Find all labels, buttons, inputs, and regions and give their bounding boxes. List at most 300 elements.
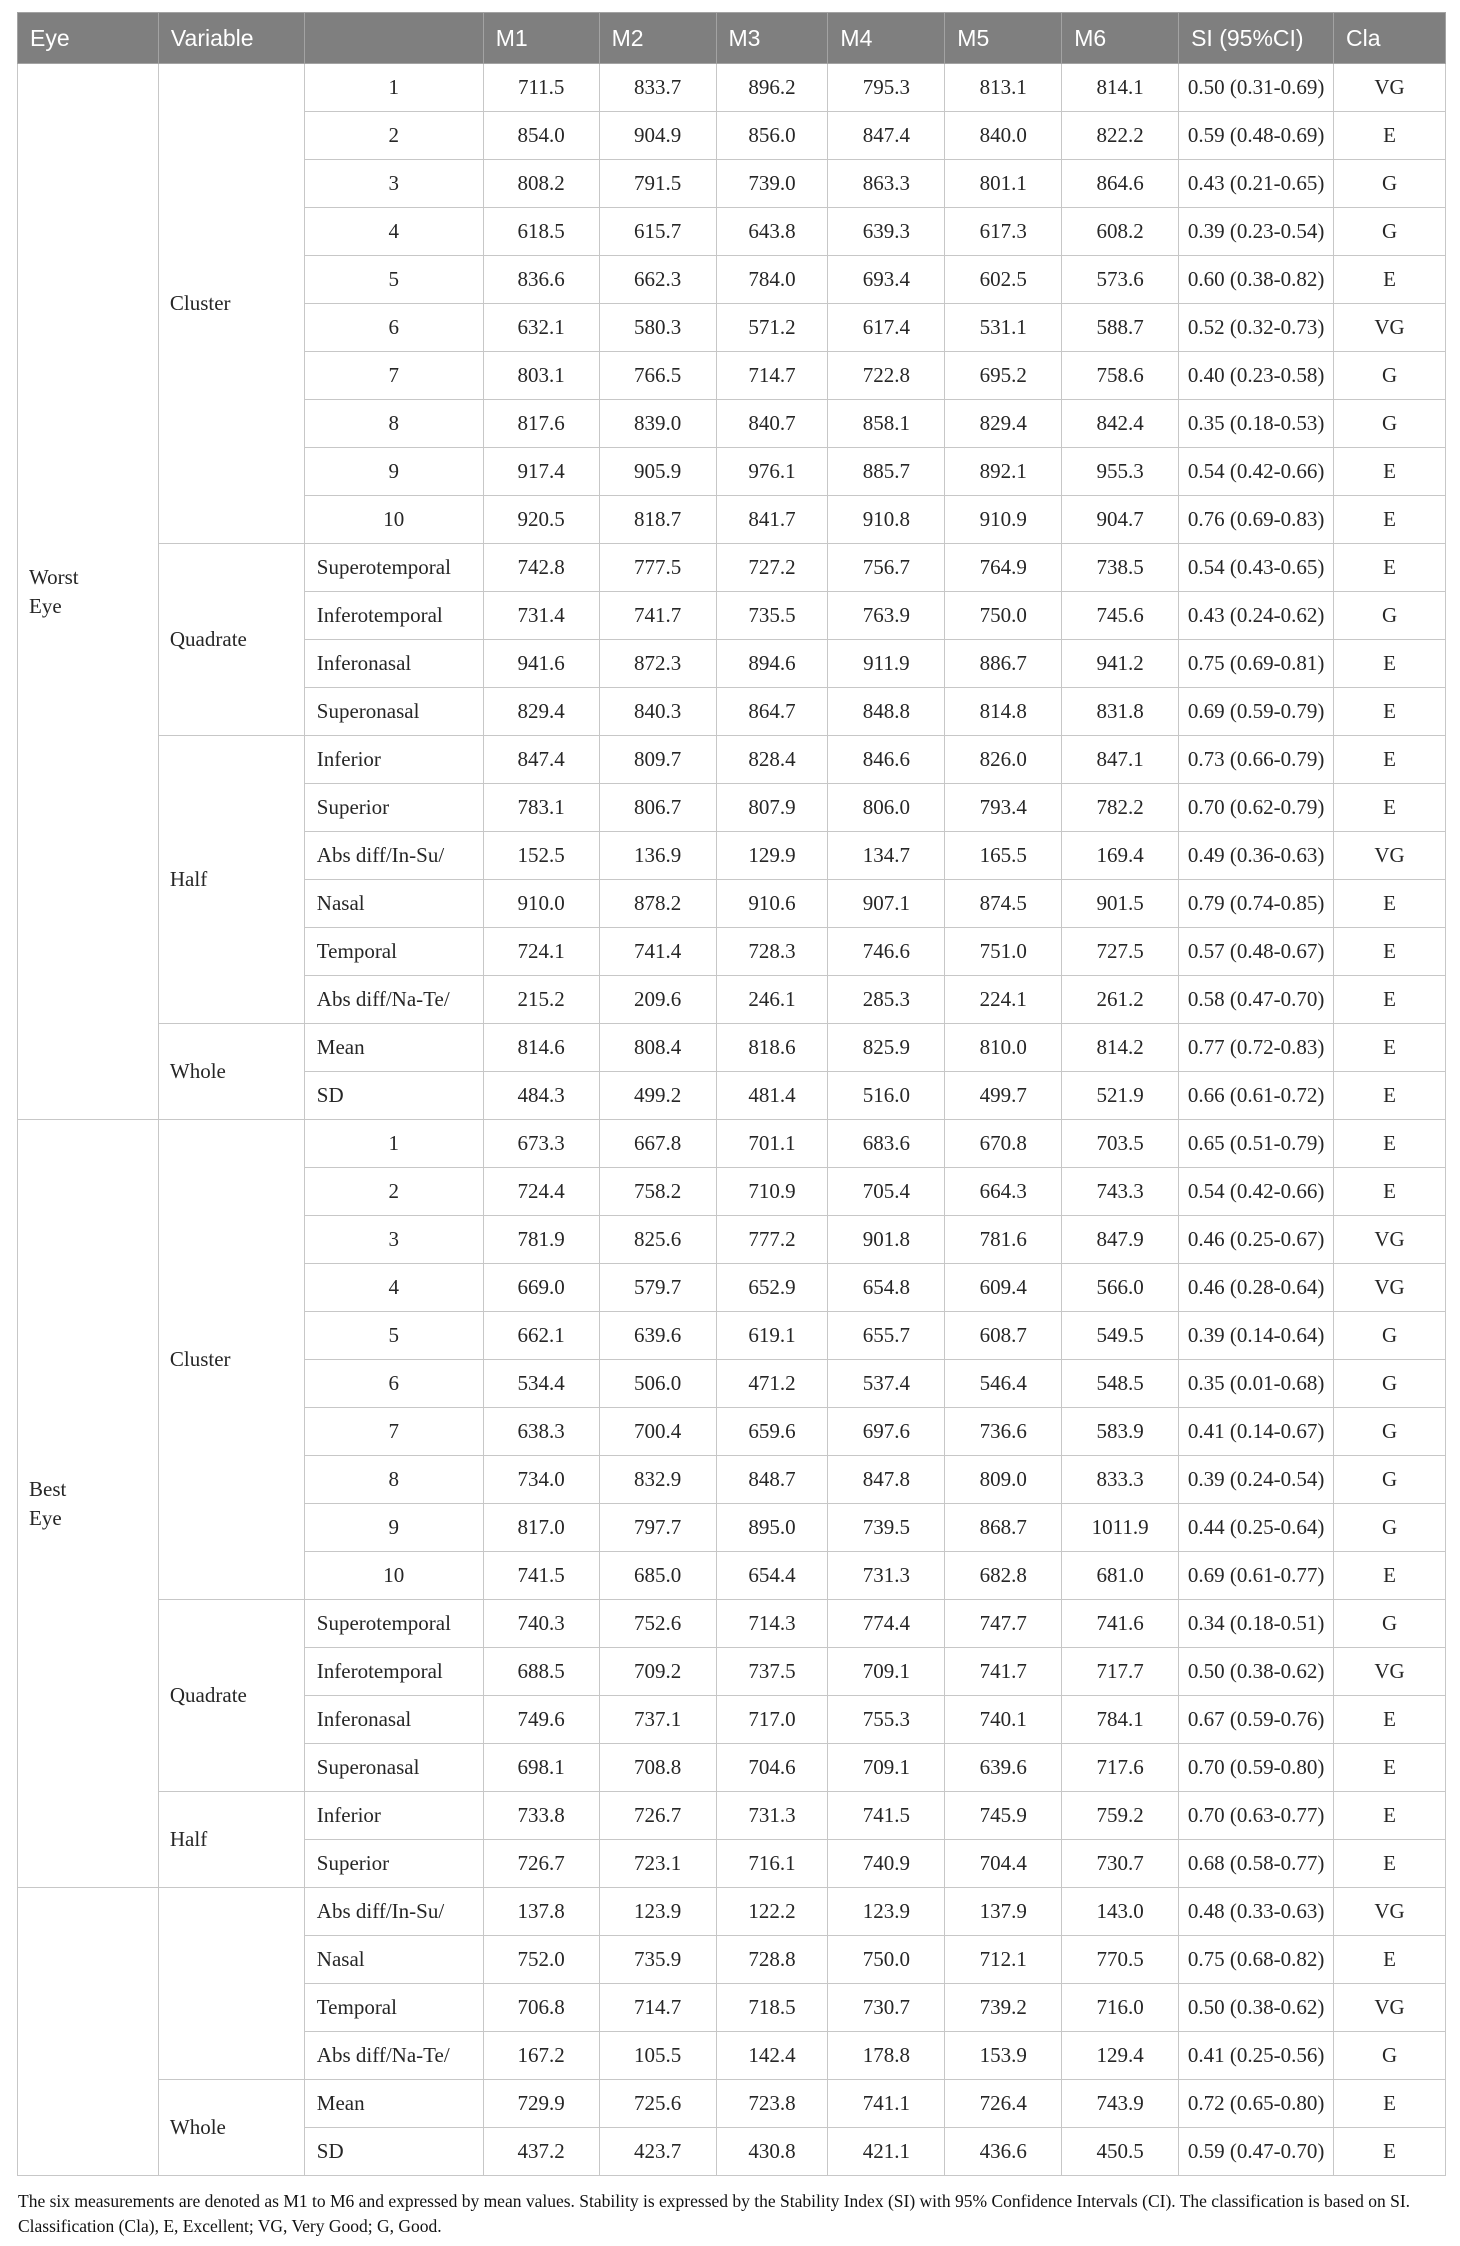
m6-value: 681.0 — [1062, 1552, 1179, 1600]
m2-value: 105.5 — [599, 2032, 716, 2080]
m4-value: 134.7 — [828, 832, 945, 880]
variable-label: Cluster — [158, 64, 304, 544]
m3-value: 728.8 — [716, 1936, 828, 1984]
cla-value: VG — [1334, 304, 1446, 352]
row-label: 9 — [304, 448, 483, 496]
si-value: 0.70 (0.59-0.80) — [1179, 1744, 1334, 1792]
column-header-m5: M5 — [945, 13, 1062, 64]
m2-value: 797.7 — [599, 1504, 716, 1552]
row-label: 3 — [304, 160, 483, 208]
m4-value: 709.1 — [828, 1744, 945, 1792]
si-value: 0.59 (0.48-0.69) — [1179, 112, 1334, 160]
m1-value: 669.0 — [483, 1264, 599, 1312]
m6-value: 143.0 — [1062, 1888, 1179, 1936]
table-row — [18, 1792, 1446, 1840]
row-label: 9 — [304, 1504, 483, 1552]
cla-value: E — [1334, 1120, 1446, 1168]
m5-value: 546.4 — [945, 1360, 1062, 1408]
m6-value: 261.2 — [1062, 976, 1179, 1024]
row-label: Inferotemporal — [304, 1648, 483, 1696]
m5-value: 153.9 — [945, 2032, 1062, 2080]
table-row — [18, 1024, 1446, 1072]
m5-value: 892.1 — [945, 448, 1062, 496]
m5-value: 764.9 — [945, 544, 1062, 592]
si-value: 0.59 (0.47-0.70) — [1179, 2128, 1334, 2176]
m1-value: 854.0 — [483, 112, 599, 160]
m1-value: 638.3 — [483, 1408, 599, 1456]
m5-value: 747.7 — [945, 1600, 1062, 1648]
m6-value: 743.9 — [1062, 2080, 1179, 2128]
m6-value: 941.2 — [1062, 640, 1179, 688]
cla-value: G — [1334, 2032, 1446, 2080]
si-value: 0.54 (0.43-0.65) — [1179, 544, 1334, 592]
m1-value: 740.3 — [483, 1600, 599, 1648]
m4-value: 858.1 — [828, 400, 945, 448]
cla-value: VG — [1334, 1264, 1446, 1312]
row-label: Abs diff/Na-Te/ — [304, 2032, 483, 2080]
row-label: Superonasal — [304, 1744, 483, 1792]
m4-value: 825.9 — [828, 1024, 945, 1072]
row-label: 4 — [304, 1264, 483, 1312]
m1-value: 726.7 — [483, 1840, 599, 1888]
row-label: 4 — [304, 208, 483, 256]
m3-value: 659.6 — [716, 1408, 828, 1456]
m5-value: 886.7 — [945, 640, 1062, 688]
m6-value: 814.2 — [1062, 1024, 1179, 1072]
m6-value: 549.5 — [1062, 1312, 1179, 1360]
m5-value: 165.5 — [945, 832, 1062, 880]
m4-value: 739.5 — [828, 1504, 945, 1552]
cla-value: E — [1334, 928, 1446, 976]
m1-value: 749.6 — [483, 1696, 599, 1744]
row-label: Superior — [304, 1840, 483, 1888]
m3-value: 701.1 — [716, 1120, 828, 1168]
si-value: 0.39 (0.14-0.64) — [1179, 1312, 1334, 1360]
m3-value: 828.4 — [716, 736, 828, 784]
m6-value: 738.5 — [1062, 544, 1179, 592]
si-value: 0.43 (0.24-0.62) — [1179, 592, 1334, 640]
m6-value: 904.7 — [1062, 496, 1179, 544]
m3-value: 895.0 — [716, 1504, 828, 1552]
cla-value: G — [1334, 592, 1446, 640]
m1-value: 920.5 — [483, 496, 599, 544]
cla-value: E — [1334, 256, 1446, 304]
row-label: 2 — [304, 1168, 483, 1216]
m2-value: 809.7 — [599, 736, 716, 784]
m4-value: 763.9 — [828, 592, 945, 640]
m5-value: 704.4 — [945, 1840, 1062, 1888]
cla-value: G — [1334, 1456, 1446, 1504]
m6-value: 727.5 — [1062, 928, 1179, 976]
m2-value: 580.3 — [599, 304, 716, 352]
m5-value: 695.2 — [945, 352, 1062, 400]
column-header-m3: M3 — [716, 13, 828, 64]
m2-value: 818.7 — [599, 496, 716, 544]
m5-value: 741.7 — [945, 1648, 1062, 1696]
column-header-sub-variable — [304, 13, 483, 64]
m2-value: 872.3 — [599, 640, 716, 688]
si-value: 0.41 (0.25-0.56) — [1179, 2032, 1334, 2080]
stability-table — [17, 12, 1446, 2176]
row-label: Inferotemporal — [304, 592, 483, 640]
m4-value: 740.9 — [828, 1840, 945, 1888]
m1-value: 803.1 — [483, 352, 599, 400]
m6-value: 814.1 — [1062, 64, 1179, 112]
m2-value: 136.9 — [599, 832, 716, 880]
si-value: 0.46 (0.28-0.64) — [1179, 1264, 1334, 1312]
cla-value: E — [1334, 1168, 1446, 1216]
row-label: Nasal — [304, 880, 483, 928]
row-label: Superotemporal — [304, 1600, 483, 1648]
m5-value: 874.5 — [945, 880, 1062, 928]
m6-value: 842.4 — [1062, 400, 1179, 448]
m3-value: 737.5 — [716, 1648, 828, 1696]
m5-value: 814.8 — [945, 688, 1062, 736]
m3-value: 727.2 — [716, 544, 828, 592]
m3-value: 840.7 — [716, 400, 828, 448]
variable-label — [158, 1888, 304, 2080]
row-label: Mean — [304, 1024, 483, 1072]
cla-value: VG — [1334, 1888, 1446, 1936]
m6-value: 770.5 — [1062, 1936, 1179, 1984]
m5-value: 436.6 — [945, 2128, 1062, 2176]
m4-value: 705.4 — [828, 1168, 945, 1216]
m5-value: 609.4 — [945, 1264, 1062, 1312]
m1-value: 729.9 — [483, 2080, 599, 2128]
paper-table-page — [0, 12, 1460, 2240]
cla-value: E — [1334, 880, 1446, 928]
m2-value: 209.6 — [599, 976, 716, 1024]
m2-value: 735.9 — [599, 1936, 716, 1984]
m6-value: 129.4 — [1062, 2032, 1179, 2080]
m2-value: 615.7 — [599, 208, 716, 256]
m6-value: 758.6 — [1062, 352, 1179, 400]
m5-value: 801.1 — [945, 160, 1062, 208]
m6-value: 717.6 — [1062, 1744, 1179, 1792]
si-value: 0.46 (0.25-0.67) — [1179, 1216, 1334, 1264]
variable-label: Half — [158, 736, 304, 1024]
si-value: 0.67 (0.59-0.76) — [1179, 1696, 1334, 1744]
m4-value: 722.8 — [828, 352, 945, 400]
m1-value: 836.6 — [483, 256, 599, 304]
m2-value: 791.5 — [599, 160, 716, 208]
table-row — [18, 544, 1446, 592]
m4-value: 907.1 — [828, 880, 945, 928]
m2-value: 737.1 — [599, 1696, 716, 1744]
m3-value: 714.3 — [716, 1600, 828, 1648]
m3-value: 619.1 — [716, 1312, 828, 1360]
si-value: 0.41 (0.14-0.67) — [1179, 1408, 1334, 1456]
m6-value: 521.9 — [1062, 1072, 1179, 1120]
m1-value: 829.4 — [483, 688, 599, 736]
m5-value: 813.1 — [945, 64, 1062, 112]
m1-value: 781.9 — [483, 1216, 599, 1264]
si-value: 0.66 (0.61-0.72) — [1179, 1072, 1334, 1120]
m1-value: 917.4 — [483, 448, 599, 496]
row-label: 3 — [304, 1216, 483, 1264]
row-label: Temporal — [304, 928, 483, 976]
m6-value: 169.4 — [1062, 832, 1179, 880]
m6-value: 864.6 — [1062, 160, 1179, 208]
m6-value: 716.0 — [1062, 1984, 1179, 2032]
si-value: 0.49 (0.36-0.63) — [1179, 832, 1334, 880]
m5-value: 602.5 — [945, 256, 1062, 304]
m3-value: 735.5 — [716, 592, 828, 640]
cla-value: VG — [1334, 1648, 1446, 1696]
m1-value: 731.4 — [483, 592, 599, 640]
m1-value: 783.1 — [483, 784, 599, 832]
m3-value: 896.2 — [716, 64, 828, 112]
row-label: Nasal — [304, 1936, 483, 1984]
row-label: SD — [304, 2128, 483, 2176]
si-value: 0.73 (0.66-0.79) — [1179, 736, 1334, 784]
m5-value: 910.9 — [945, 496, 1062, 544]
m3-value: 142.4 — [716, 2032, 828, 2080]
m5-value: 810.0 — [945, 1024, 1062, 1072]
table-row — [18, 64, 1446, 112]
row-label: Superonasal — [304, 688, 483, 736]
si-value: 0.48 (0.33-0.63) — [1179, 1888, 1334, 1936]
table-row — [18, 1120, 1446, 1168]
m4-value: 537.4 — [828, 1360, 945, 1408]
si-value: 0.76 (0.69-0.83) — [1179, 496, 1334, 544]
row-label: Abs diff/In-Su/ — [304, 832, 483, 880]
cla-value: E — [1334, 976, 1446, 1024]
m2-value: 123.9 — [599, 1888, 716, 1936]
row-label: 10 — [304, 496, 483, 544]
row-label: 5 — [304, 256, 483, 304]
m2-value: 839.0 — [599, 400, 716, 448]
m4-value: 421.1 — [828, 2128, 945, 2176]
m4-value: 709.1 — [828, 1648, 945, 1696]
m2-value: 840.3 — [599, 688, 716, 736]
m1-value: 706.8 — [483, 1984, 599, 2032]
m5-value: 750.0 — [945, 592, 1062, 640]
m2-value: 709.2 — [599, 1648, 716, 1696]
m5-value: 868.7 — [945, 1504, 1062, 1552]
si-value: 0.57 (0.48-0.67) — [1179, 928, 1334, 976]
m6-value: 745.6 — [1062, 592, 1179, 640]
m5-value: 829.4 — [945, 400, 1062, 448]
si-value: 0.70 (0.63-0.77) — [1179, 1792, 1334, 1840]
si-value: 0.35 (0.18-0.53) — [1179, 400, 1334, 448]
m6-value: 759.2 — [1062, 1792, 1179, 1840]
eye-group-label — [18, 1120, 159, 1888]
m4-value: 741.1 — [828, 2080, 945, 2128]
m4-value: 774.4 — [828, 1600, 945, 1648]
m4-value: 910.8 — [828, 496, 945, 544]
m4-value: 741.5 — [828, 1792, 945, 1840]
cla-value: E — [1334, 1744, 1446, 1792]
cla-value: E — [1334, 784, 1446, 832]
variable-label: Whole — [158, 2080, 304, 2176]
m3-value: 122.2 — [716, 1888, 828, 1936]
m5-value: 712.1 — [945, 1936, 1062, 1984]
m6-value: 608.2 — [1062, 208, 1179, 256]
m5-value: 664.3 — [945, 1168, 1062, 1216]
row-label: 5 — [304, 1312, 483, 1360]
m4-value: 693.4 — [828, 256, 945, 304]
m5-value: 751.0 — [945, 928, 1062, 976]
m2-value: 725.6 — [599, 2080, 716, 2128]
m6-value: 847.1 — [1062, 736, 1179, 784]
m2-value: 667.8 — [599, 1120, 716, 1168]
m5-value: 224.1 — [945, 976, 1062, 1024]
row-label: 2 — [304, 112, 483, 160]
m6-value: 1011.9 — [1062, 1504, 1179, 1552]
m3-value: 571.2 — [716, 304, 828, 352]
m2-value: 685.0 — [599, 1552, 716, 1600]
cla-value: VG — [1334, 64, 1446, 112]
row-label: 1 — [304, 64, 483, 112]
m1-value: 808.2 — [483, 160, 599, 208]
cla-value: E — [1334, 1840, 1446, 1888]
row-label: Inferonasal — [304, 1696, 483, 1744]
m3-value: 481.4 — [716, 1072, 828, 1120]
column-header-m1: M1 — [483, 13, 599, 64]
si-value: 0.39 (0.23-0.54) — [1179, 208, 1334, 256]
m5-value: 639.6 — [945, 1744, 1062, 1792]
m5-value: 745.9 — [945, 1792, 1062, 1840]
m1-value: 752.0 — [483, 1936, 599, 1984]
m6-value: 831.8 — [1062, 688, 1179, 736]
cla-value: E — [1334, 1072, 1446, 1120]
cla-value: VG — [1334, 1984, 1446, 2032]
m5-value: 499.7 — [945, 1072, 1062, 1120]
m1-value: 215.2 — [483, 976, 599, 1024]
m2-value: 639.6 — [599, 1312, 716, 1360]
table-header-row — [18, 13, 1446, 64]
m2-value: 726.7 — [599, 1792, 716, 1840]
m2-value: 499.2 — [599, 1072, 716, 1120]
si-value: 0.68 (0.58-0.77) — [1179, 1840, 1334, 1888]
m4-value: 731.3 — [828, 1552, 945, 1600]
m2-value: 723.1 — [599, 1840, 716, 1888]
si-value: 0.40 (0.23-0.58) — [1179, 352, 1334, 400]
column-header-si-95ci: SI (95%CI) — [1179, 13, 1334, 64]
si-value: 0.43 (0.21-0.65) — [1179, 160, 1334, 208]
table-row — [18, 1600, 1446, 1648]
m3-value: 717.0 — [716, 1696, 828, 1744]
row-label: 6 — [304, 304, 483, 352]
column-header-m4: M4 — [828, 13, 945, 64]
cla-value: G — [1334, 208, 1446, 256]
m3-value: 718.5 — [716, 1984, 828, 2032]
table-row — [18, 1888, 1446, 1936]
si-value: 0.75 (0.68-0.82) — [1179, 1936, 1334, 1984]
row-label: 10 — [304, 1552, 483, 1600]
cla-value: E — [1334, 112, 1446, 160]
row-label: 8 — [304, 1456, 483, 1504]
m4-value: 730.7 — [828, 1984, 945, 2032]
m1-value: 618.5 — [483, 208, 599, 256]
cla-value: G — [1334, 1600, 1446, 1648]
cla-value: G — [1334, 160, 1446, 208]
m3-value: 710.9 — [716, 1168, 828, 1216]
cla-value: G — [1334, 1312, 1446, 1360]
row-label: Abs diff/In-Su/ — [304, 1888, 483, 1936]
row-label: Superior — [304, 784, 483, 832]
m2-value: 741.4 — [599, 928, 716, 976]
m6-value: 743.3 — [1062, 1168, 1179, 1216]
cla-value: E — [1334, 1696, 1446, 1744]
si-value: 0.72 (0.65-0.80) — [1179, 2080, 1334, 2128]
si-value: 0.50 (0.38-0.62) — [1179, 1984, 1334, 2032]
cla-value: E — [1334, 1936, 1446, 1984]
m1-value: 437.2 — [483, 2128, 599, 2176]
cla-value: E — [1334, 640, 1446, 688]
m4-value: 617.4 — [828, 304, 945, 352]
si-value: 0.69 (0.59-0.79) — [1179, 688, 1334, 736]
m5-value: 736.6 — [945, 1408, 1062, 1456]
m3-value: 739.0 — [716, 160, 828, 208]
si-value: 0.35 (0.01-0.68) — [1179, 1360, 1334, 1408]
eye-group-label-text: Worst Eye — [29, 565, 79, 618]
cla-value: VG — [1334, 1216, 1446, 1264]
m1-value: 152.5 — [483, 832, 599, 880]
m4-value: 863.3 — [828, 160, 945, 208]
m4-value: 806.0 — [828, 784, 945, 832]
m3-value: 430.8 — [716, 2128, 828, 2176]
m2-value: 758.2 — [599, 1168, 716, 1216]
cla-value: G — [1334, 1360, 1446, 1408]
m3-value: 129.9 — [716, 832, 828, 880]
row-label: Temporal — [304, 1984, 483, 2032]
row-label: 7 — [304, 1408, 483, 1456]
m4-value: 697.6 — [828, 1408, 945, 1456]
m4-value: 178.8 — [828, 2032, 945, 2080]
m4-value: 846.6 — [828, 736, 945, 784]
m4-value: 848.8 — [828, 688, 945, 736]
cla-value: G — [1334, 1504, 1446, 1552]
m3-value: 716.1 — [716, 1840, 828, 1888]
m4-value: 911.9 — [828, 640, 945, 688]
m3-value: 246.1 — [716, 976, 828, 1024]
m6-value: 717.7 — [1062, 1648, 1179, 1696]
m5-value: 809.0 — [945, 1456, 1062, 1504]
m1-value: 698.1 — [483, 1744, 599, 1792]
row-label: Abs diff/Na-Te/ — [304, 976, 483, 1024]
m5-value: 726.4 — [945, 2080, 1062, 2128]
m3-value: 714.7 — [716, 352, 828, 400]
m2-value: 808.4 — [599, 1024, 716, 1072]
m4-value: 655.7 — [828, 1312, 945, 1360]
m5-value: 608.7 — [945, 1312, 1062, 1360]
m1-value: 724.1 — [483, 928, 599, 976]
m2-value: 905.9 — [599, 448, 716, 496]
si-value: 0.69 (0.61-0.77) — [1179, 1552, 1334, 1600]
si-value: 0.65 (0.51-0.79) — [1179, 1120, 1334, 1168]
row-label: 7 — [304, 352, 483, 400]
m5-value: 670.8 — [945, 1120, 1062, 1168]
m1-value: 673.3 — [483, 1120, 599, 1168]
row-label: 6 — [304, 1360, 483, 1408]
cla-value: E — [1334, 448, 1446, 496]
eye-group-label — [18, 1888, 159, 2176]
si-value: 0.39 (0.24-0.54) — [1179, 1456, 1334, 1504]
variable-label: Quadrate — [158, 1600, 304, 1792]
m1-value: 534.4 — [483, 1360, 599, 1408]
column-header-m6: M6 — [1062, 13, 1179, 64]
eye-group-label — [18, 64, 159, 1120]
cla-value: VG — [1334, 832, 1446, 880]
si-value: 0.52 (0.32-0.73) — [1179, 304, 1334, 352]
table-row — [18, 736, 1446, 784]
cla-value: E — [1334, 736, 1446, 784]
m1-value: 817.0 — [483, 1504, 599, 1552]
cla-value: E — [1334, 1552, 1446, 1600]
m3-value: 894.6 — [716, 640, 828, 688]
